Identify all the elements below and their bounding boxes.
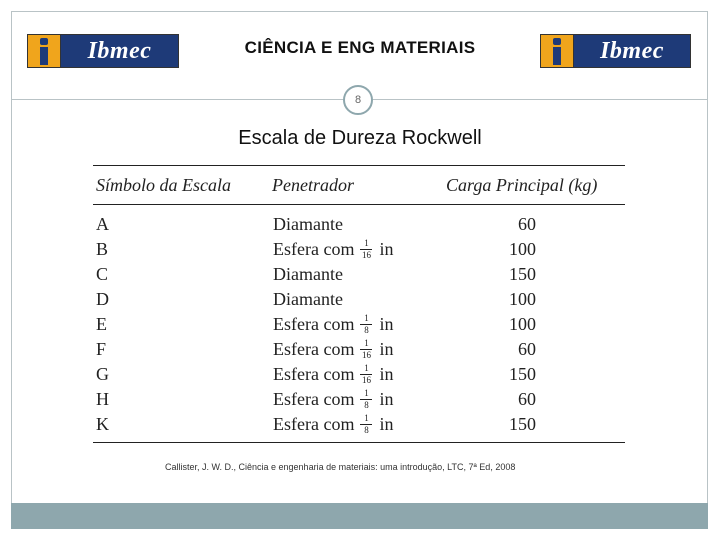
ibmec-i-mark-icon bbox=[541, 35, 574, 67]
indenter-label: Esfera com bbox=[273, 414, 355, 434]
table-top-rule bbox=[93, 165, 625, 166]
indenter-unit: in bbox=[379, 414, 394, 434]
table-row bbox=[0, 287, 720, 312]
indenter-label: Diamante bbox=[273, 264, 343, 284]
course-title: CIÊNCIA E ENG MATERIAIS bbox=[244, 38, 476, 57]
table-bottom-rule bbox=[93, 442, 625, 443]
scale-symbol: H bbox=[96, 389, 109, 409]
fraction-numerator: 1 bbox=[364, 238, 369, 248]
indenter-unit: in bbox=[379, 389, 394, 409]
indenter-cell bbox=[273, 414, 393, 435]
table-row bbox=[0, 387, 720, 412]
major-load: 150 bbox=[509, 264, 536, 284]
footer-bar bbox=[11, 503, 708, 529]
scale-symbol: C bbox=[96, 264, 109, 284]
major-load: 150 bbox=[509, 364, 536, 384]
column-header-indenter: Penetrador bbox=[272, 175, 354, 195]
scale-symbol: K bbox=[96, 414, 109, 434]
major-load: 60 bbox=[518, 214, 536, 234]
indenter-fraction bbox=[360, 389, 372, 410]
table-row bbox=[0, 412, 720, 437]
major-load: 60 bbox=[518, 389, 536, 409]
fraction-numerator: 1 bbox=[364, 388, 369, 398]
indenter-fraction bbox=[360, 339, 372, 360]
indenter-unit: in bbox=[379, 314, 394, 334]
indenter-label: Diamante bbox=[273, 214, 343, 234]
fraction-denominator: 8 bbox=[364, 400, 369, 410]
indenter-label: Esfera com bbox=[273, 364, 355, 384]
indenter-label: Esfera com bbox=[273, 389, 355, 409]
fraction-numerator: 1 bbox=[364, 313, 369, 323]
column-header-symbol: Símbolo da Escala bbox=[96, 175, 231, 195]
indenter-fraction bbox=[360, 314, 372, 335]
fraction-denominator: 8 bbox=[364, 425, 369, 435]
table-row bbox=[0, 362, 720, 387]
ibmec-i-mark-icon bbox=[28, 35, 61, 67]
table-header-rule bbox=[93, 204, 625, 205]
ibmec-logo-right bbox=[540, 34, 691, 68]
indenter-fraction bbox=[360, 414, 372, 435]
scale-symbol: F bbox=[96, 339, 107, 359]
indenter-fraction bbox=[360, 364, 372, 385]
indenter-label: Diamante bbox=[273, 289, 343, 309]
logo-wordmark: Ibmec bbox=[61, 35, 178, 67]
indenter-cell bbox=[273, 339, 393, 360]
table-row bbox=[0, 312, 720, 337]
citation: Callister, J. W. D., Ciência e engenharia de materiais: uma introdução, LTC, 7ª Ed, 2008 bbox=[165, 462, 516, 472]
indenter-cell bbox=[273, 314, 393, 335]
ibmec-logo-left bbox=[27, 34, 179, 68]
scale-symbol: B bbox=[96, 239, 109, 259]
fraction-numerator: 1 bbox=[364, 338, 369, 348]
major-load: 100 bbox=[509, 239, 536, 259]
indenter-cell bbox=[273, 364, 393, 385]
logo-wordmark: Ibmec bbox=[574, 35, 690, 67]
fraction-denominator: 16 bbox=[361, 350, 371, 360]
scale-symbol: E bbox=[96, 314, 107, 334]
major-load: 100 bbox=[509, 314, 536, 334]
indenter-unit: in bbox=[379, 239, 394, 259]
indenter-label: Esfera com bbox=[273, 314, 355, 334]
table-row bbox=[0, 262, 720, 287]
indenter-fraction bbox=[360, 239, 372, 260]
fraction-denominator: 16 bbox=[361, 250, 371, 260]
fraction-numerator: 1 bbox=[364, 363, 369, 373]
scale-symbol: D bbox=[96, 289, 109, 309]
indenter-unit: in bbox=[379, 364, 394, 384]
page-number-badge: 8 bbox=[343, 85, 373, 115]
table-row bbox=[0, 337, 720, 362]
indenter-cell bbox=[273, 264, 343, 285]
indenter-label: Esfera com bbox=[273, 239, 355, 259]
scale-symbol: G bbox=[96, 364, 109, 384]
indenter-cell bbox=[273, 289, 343, 310]
column-header-load: Carga Principal (kg) bbox=[446, 175, 598, 195]
table-row bbox=[0, 237, 720, 262]
indenter-cell bbox=[273, 214, 343, 235]
indenter-cell bbox=[273, 389, 393, 410]
fraction-numerator: 1 bbox=[364, 413, 369, 423]
table-row bbox=[0, 212, 720, 237]
indenter-unit: in bbox=[379, 339, 394, 359]
major-load: 100 bbox=[509, 289, 536, 309]
indenter-label: Esfera com bbox=[273, 339, 355, 359]
scale-symbol: A bbox=[96, 214, 109, 234]
major-load: 150 bbox=[509, 414, 536, 434]
fraction-denominator: 16 bbox=[361, 375, 371, 385]
major-load: 60 bbox=[518, 339, 536, 359]
slide-title: Escala de Dureza Rockwell bbox=[238, 127, 482, 149]
fraction-denominator: 8 bbox=[364, 325, 369, 335]
indenter-cell bbox=[273, 239, 393, 260]
